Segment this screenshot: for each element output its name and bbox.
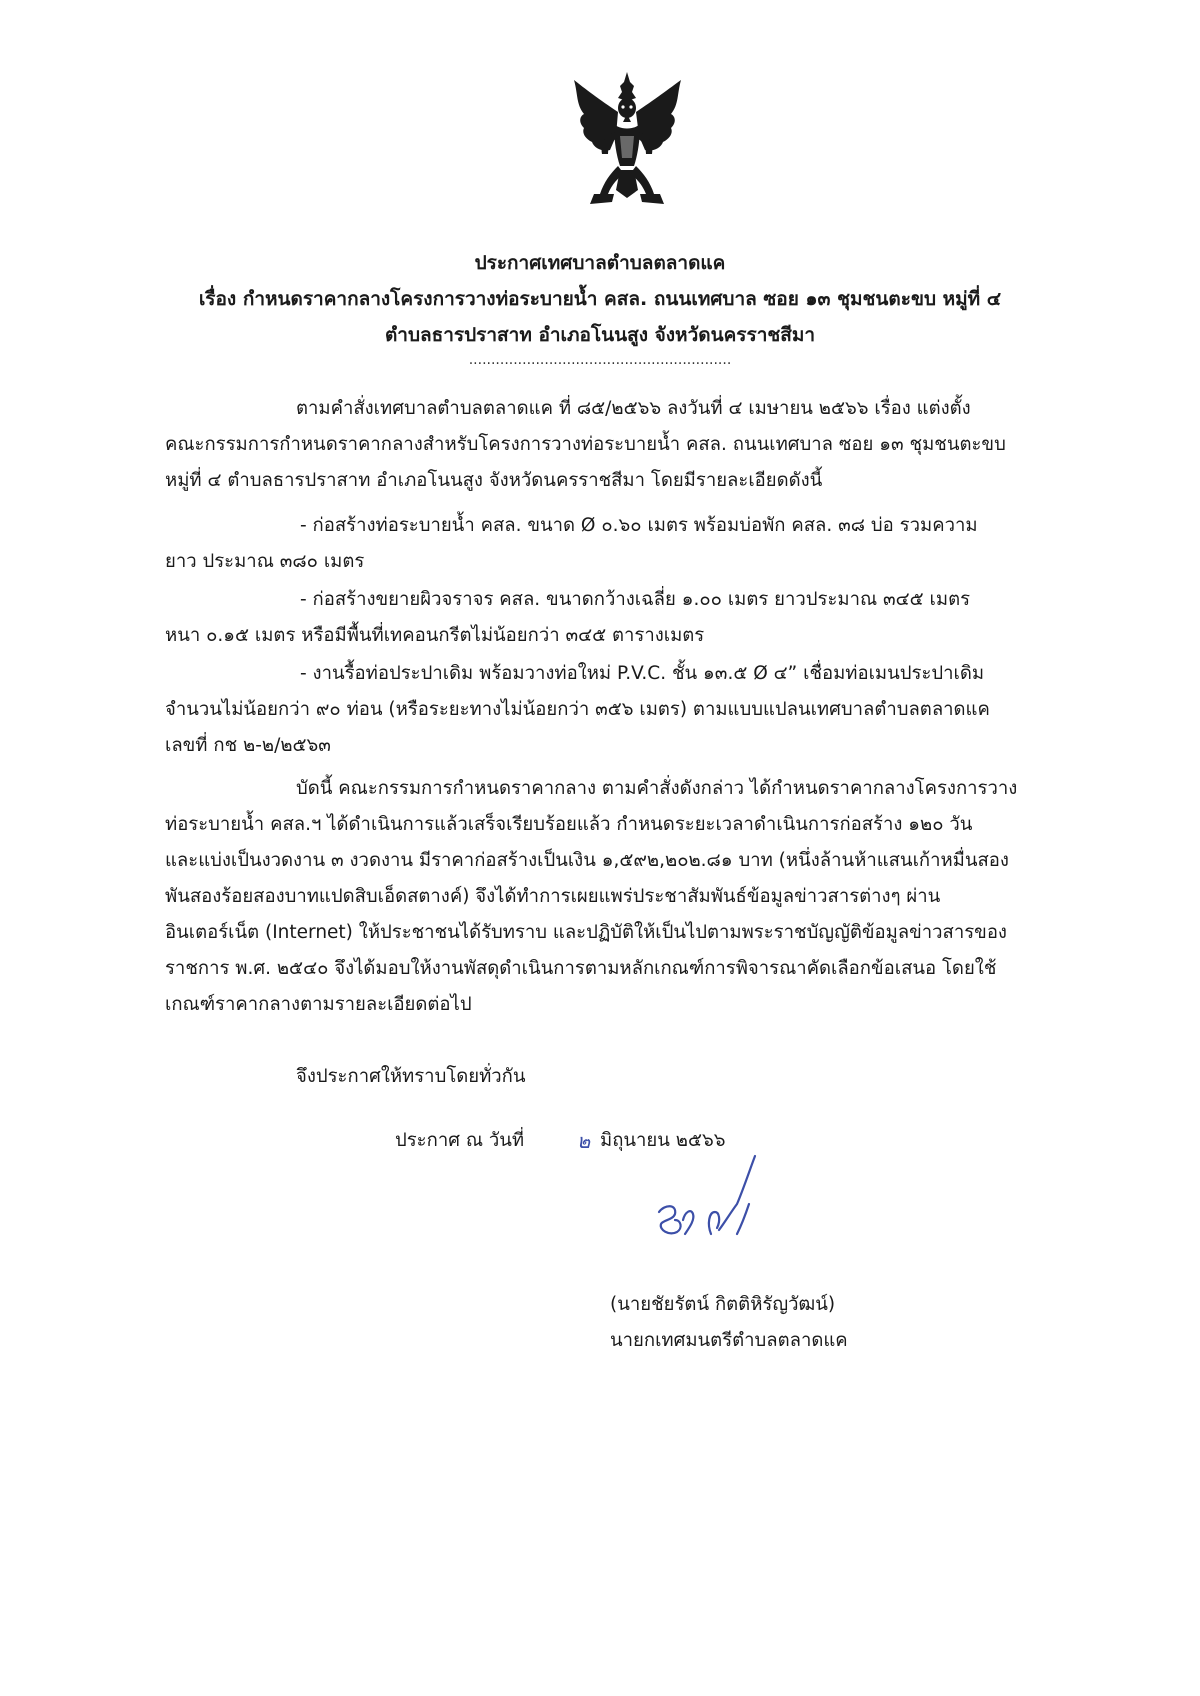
garuda-emblem-icon [570, 70, 685, 210]
paragraph-2-line-4: พันสองร้อยสองบาทแปดสิบเอ็ดสตางค์) จึงได้ทำการเผยแพร่ประชาสัมพันธ์ข้อมูลข่าวสารต่างๆ ผ่าน [165, 886, 941, 907]
closing-statement: จึงประกาศให้ทราบโดยทั่วกัน [296, 1066, 526, 1087]
announcement-subject-line-2: ตำบลธารปราสาท อำเภอโนนสูง จังหวัดนครราชสีมา [384, 324, 816, 346]
signatory-name: (นายชัยรัตน์ กิตติหิรัญวัฒน์) [610, 1294, 836, 1315]
paragraph-2-line-3: และแบ่งเป็นงวดงาน ๓ งวดงาน มีราคาก่อสร้างเป็นเงิน ๑,๕๙๒,๒๐๒.๘๑ บาท (หนึ่งล้านห้าแสนเก้าหมื่นสอง [165, 850, 1009, 871]
paragraph-1-line-3: หมู่ที่ ๔ ตำบลธารปราสาท อำเภอโนนสูง จังหวัดนครราชสีมา โดยมีรายละเอียดดังนี้ [165, 470, 823, 491]
bullet-1-line-1: - ก่อสร้างท่อระบายน้ำ คสล. ขนาด Ø ๐.๖๐ เมตร พร้อมบ่อพัก คสล. ๓๘ บ่อ รวมความ [300, 515, 978, 536]
bullet-2-line-1: - ก่อสร้างขยายผิวจราจร คสล. ขนาดกว้างเฉลี่ย ๑.๐๐ เมตร ยาวประมาณ ๓๔๕ เมตร [300, 589, 971, 610]
bullet-3-line-1: - งานรื้อท่อประปาเดิม พร้อมวางท่อใหม่ P.V.C. ชั้น ๑๓.๕ Ø ๔” เชื่อมท่อเมนประปาเดิม [300, 663, 985, 684]
heading-divider: ........................................................... [468, 352, 732, 368]
paragraph-2-line-5: อินเตอร์เน็ต (Internet) ให้ประชาชนได้รับทราบ และปฏิบัติให้เป็นไปตามพระราชบัญญัติข้อมูลข่าวสารของ [165, 922, 1007, 943]
bullet-3-line-2: จำนวนไม่น้อยกว่า ๙๐ ท่อน (หรือระยะทางไม่น้อยกว่า ๓๕๖ เมตร) ตามแบบแปลนเทศบาลตำบลตลาดแค [165, 699, 990, 720]
signatory-position: นายกเทศมนตรีตำบลตลาดแค [610, 1330, 848, 1351]
bullet-1-line-2: ยาว ประมาณ ๓๘๐ เมตร [165, 551, 365, 572]
paragraph-1-line-1: ตามคำสั่งเทศบาลตำบลตลาดแค ที่ ๘๕/๒๕๖๖ ลงวันที่ ๔ เมษายน ๒๕๖๖ เรื่อง แต่งตั้ง [296, 398, 971, 419]
announcement-date-prefix: ประกาศ ณ วันที่ [395, 1130, 525, 1151]
bullet-3-line-3: เลขที่ กช ๒-๒/๒๕๖๓ [165, 735, 331, 756]
announcement-date-day: ๒ [577, 1129, 591, 1153]
paragraph-1-line-2: คณะกรรมการกำหนดราคากลางสำหรับโครงการวางท่อระบายน้ำ คสล. ถนนเทศบาล ซอย ๑๓ ชุมชนตะขบ [165, 434, 1006, 455]
paragraph-2-line-2: ท่อระบายน้ำ คสล.ฯ ได้ดำเนินการแล้วเสร็จเรียบร้อยแล้ว กำหนดระยะเวลาดำเนินการก่อสร้าง ๑๒๐ วัน [165, 814, 973, 835]
announcement-title: ประกาศเทศบาลตำบลตลาดแค [474, 252, 726, 274]
paragraph-2-line-7: เกณฑ์ราคากลางตามรายละเอียดต่อไป [165, 994, 472, 1015]
bullet-2-line-2: หนา ๐.๑๕ เมตร หรือมีพื้นที่เทคอนกรีตไม่น้อยกว่า ๓๔๕ ตารางเมตร [165, 625, 705, 646]
announcement-date-suffix: มิถุนายน ๒๕๖๖ [600, 1130, 726, 1151]
announcement-subject-line-1: เรื่อง กำหนดราคากลางโครงการวางท่อระบายน้ำ คสล. ถนนเทศบาล ซอย ๑๓ ชุมชนตะขบ หมู่ที่ ๔ [198, 288, 1002, 310]
handwritten-signature [645, 1150, 775, 1260]
paragraph-2-line-1: บัดนี้ คณะกรรมการกำหนดราคากลาง ตามคำสั่งดังกล่าว ได้กำหนดราคากลางโครงการวาง [296, 778, 1018, 799]
paragraph-2-line-6: ราชการ พ.ศ. ๒๕๔๐ จึงได้มอบให้งานพัสดุดำเนินการตามหลักเกณฑ์การพิจารณาคัดเลือกข้อเสนอ โดยใช้ [165, 958, 997, 979]
